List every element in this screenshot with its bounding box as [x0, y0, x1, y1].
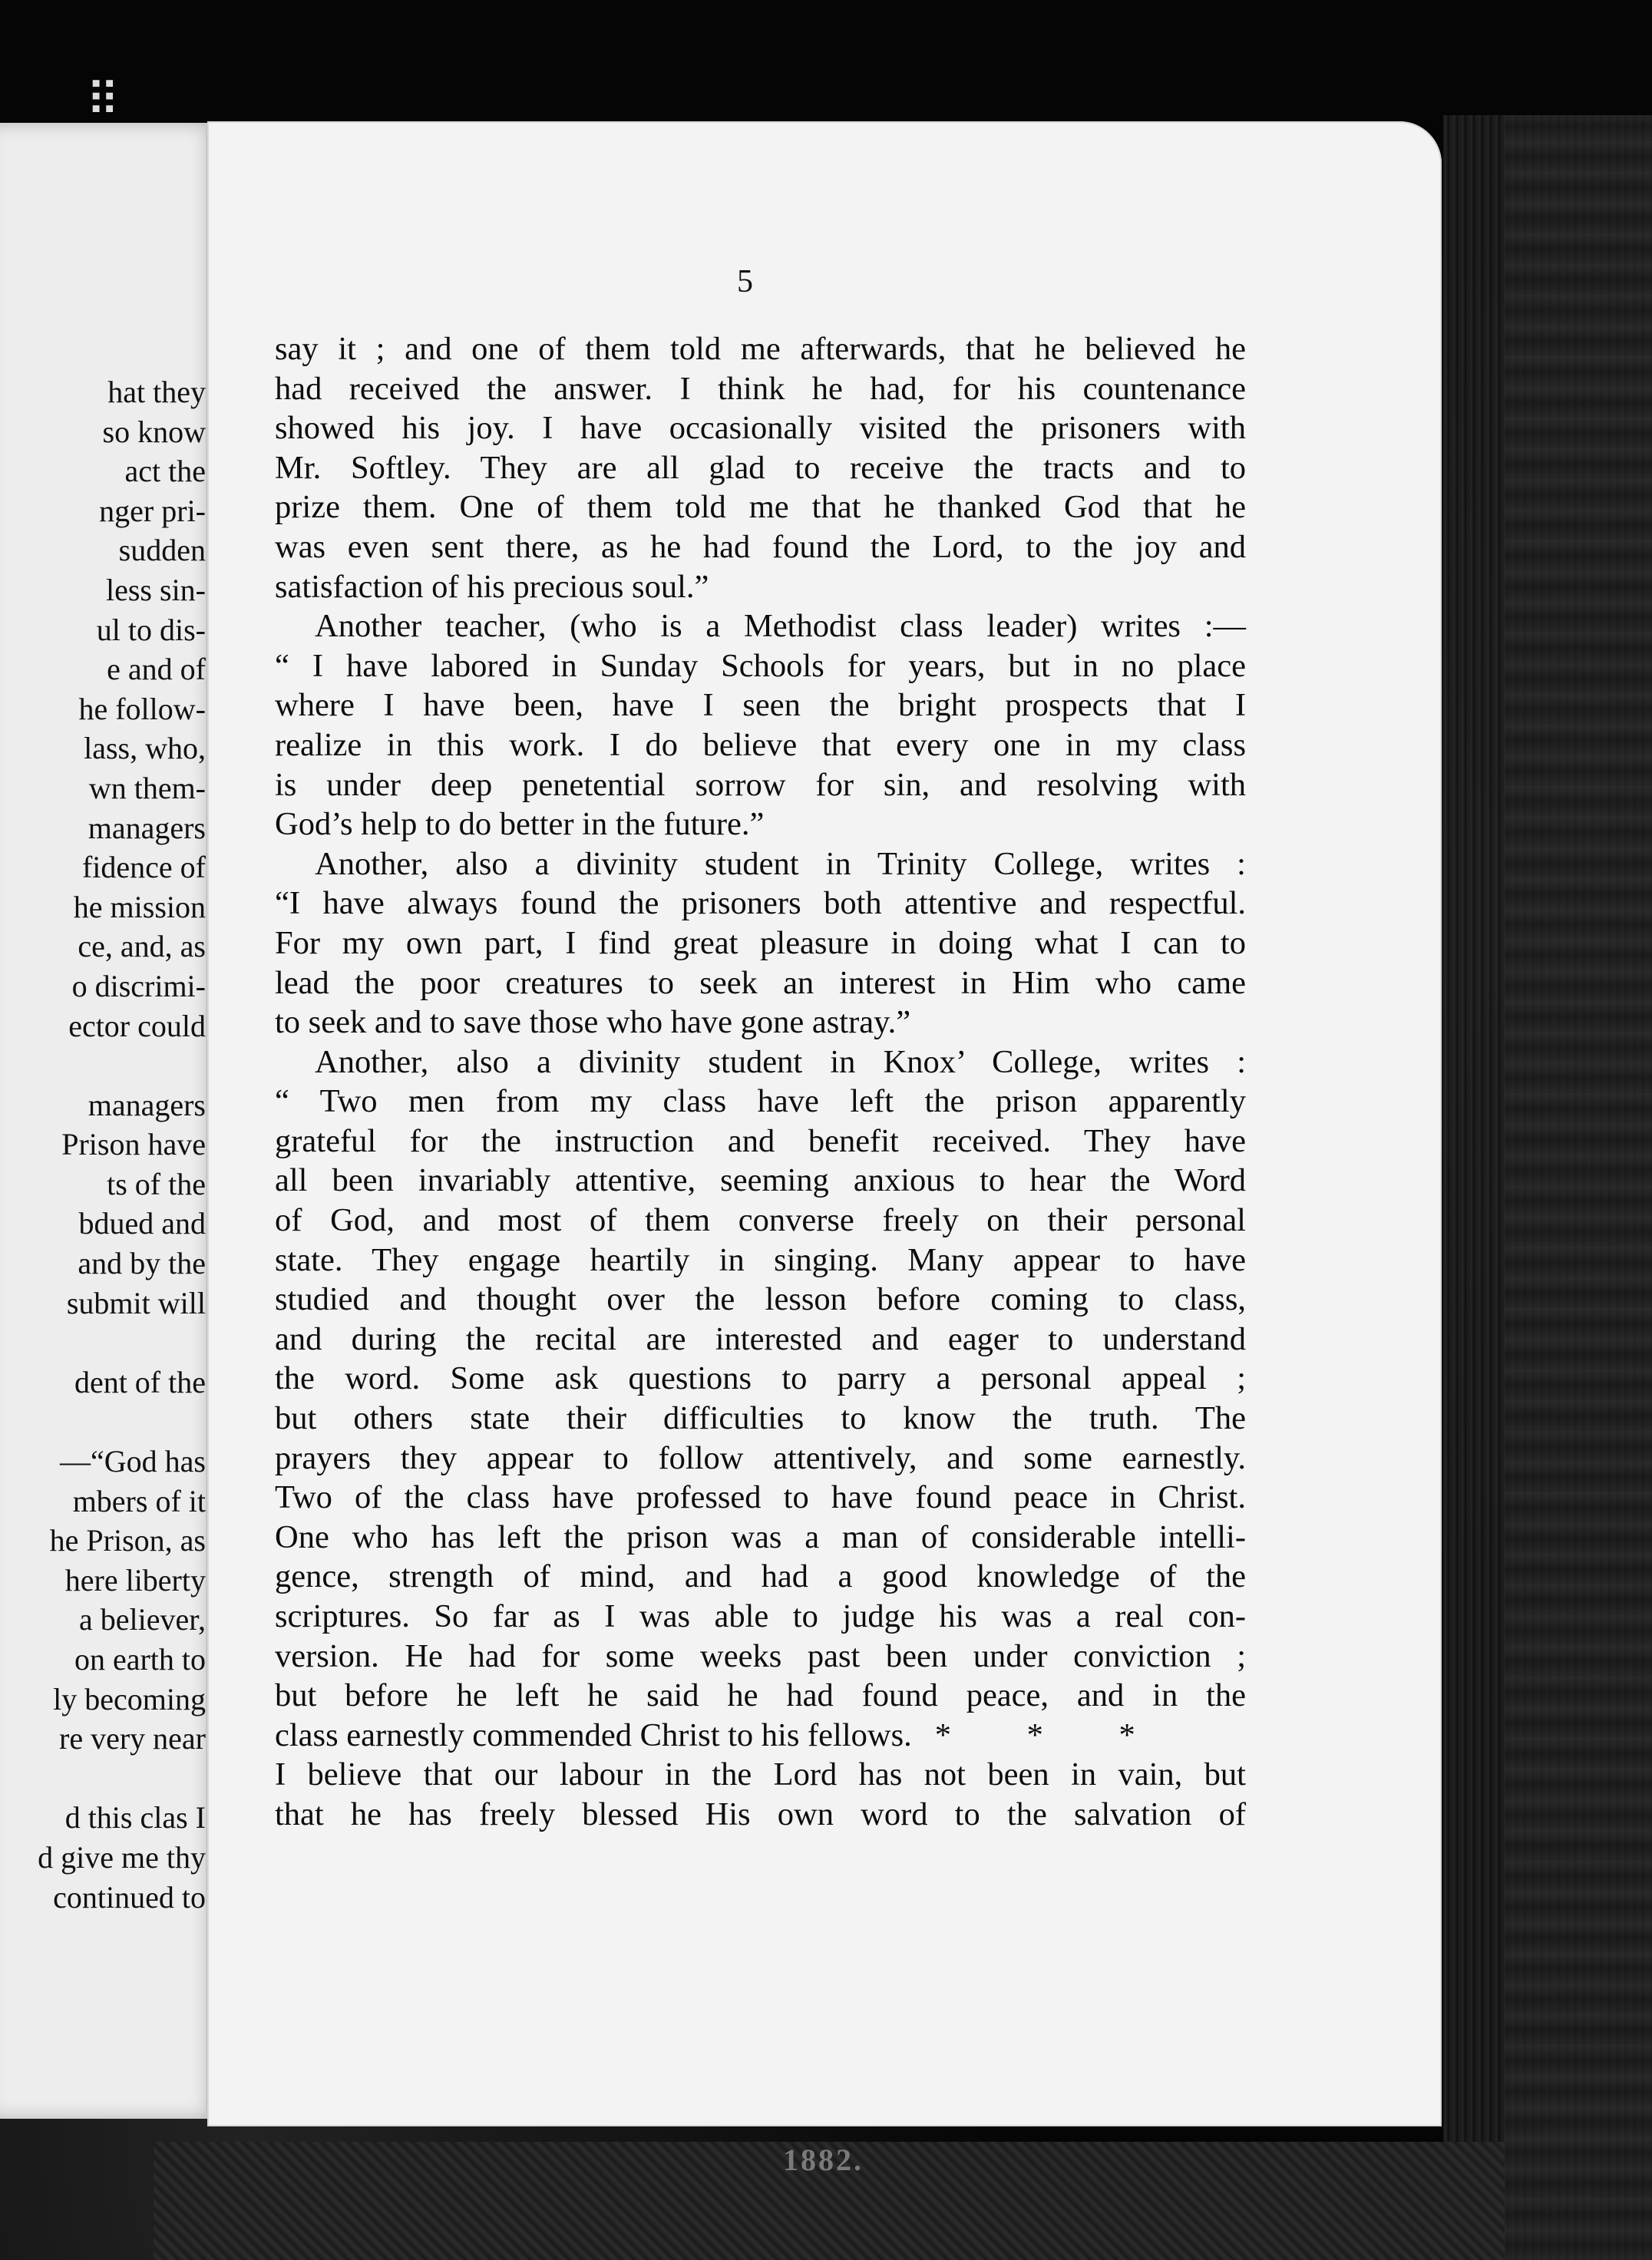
left-page-line: managers [88, 1087, 206, 1122]
text-line-content: is under deep penetential sorrow for sin, and resolving with [275, 766, 1246, 803]
text-line-content: class earnestly commended Christ to his fellows. [275, 1716, 912, 1753]
text-line [275, 1399, 1246, 1439]
text-line [275, 1637, 1246, 1677]
left-page-line: dent of the [74, 1364, 206, 1399]
text-line [275, 1755, 1246, 1795]
text-line-content: “ Two men from my class have left the prison apparently [275, 1083, 1246, 1120]
left-page-line: he mission [73, 889, 206, 924]
text-line-content: prayers they appear to follow attentively, and some earnestly. [275, 1439, 1246, 1476]
text-line [275, 963, 1246, 1003]
text-line-content: Another teacher, (who is a Methodist class leader) writes :— [315, 608, 1246, 645]
left-page-line: ector could [68, 1008, 206, 1043]
text-line-content: Another, also a divinity student in Knox’ College, writes : [315, 1043, 1246, 1080]
left-page-line: d this clas I [64, 1800, 206, 1835]
text-line [275, 1003, 1246, 1042]
scan-mark: ⠿ [86, 74, 120, 127]
text-line [275, 567, 1246, 607]
left-page-line: wn them- [88, 770, 206, 805]
left-page-line: ly becoming [53, 1681, 206, 1716]
left-facing-page [0, 123, 223, 2119]
left-page-line: Prison have [61, 1127, 206, 1162]
left-page-line: submit will [66, 1285, 206, 1320]
section-break-stars: * * * [934, 1716, 1169, 1753]
left-page-line: bdued and [78, 1206, 206, 1241]
text-line-content: “ I have labored in Sunday Schools for years, but in no place [275, 647, 1246, 684]
left-page-line: and by the [78, 1246, 206, 1281]
left-page-line [38, 1759, 206, 1799]
left-page-line: he Prison, as [49, 1523, 206, 1558]
text-line-content: was even sent there, as he had found the Lord, to the joy and [275, 528, 1246, 565]
left-page-line: act the [124, 454, 206, 489]
text-line-content: that he has freely blessed His own word to the salvation of [275, 1796, 1246, 1832]
text-line [275, 1518, 1246, 1558]
text-line-content: prize them. One of them told me that he thanked God that he [275, 489, 1246, 526]
left-page-line: ts of the [107, 1166, 206, 1201]
text-line [275, 686, 1246, 725]
text-line-content: I believe that our labour in the Lord has not been in vain, but [275, 1756, 1246, 1793]
text-line [275, 1241, 1246, 1280]
text-line [275, 527, 1246, 567]
left-page-line [38, 1323, 206, 1363]
text-line [275, 487, 1246, 527]
text-line [275, 1597, 1246, 1637]
text-line [275, 844, 1246, 884]
left-page-line: —“God has [60, 1444, 206, 1479]
text-line [275, 448, 1246, 488]
left-page-line: re very near [59, 1721, 206, 1756]
text-line [275, 765, 1246, 805]
text-line-content: realize in this work. I do believe that every one in my class [275, 726, 1246, 763]
text-line [275, 329, 1246, 369]
text-line-content: version. He had for some weeks past been under conviction ; [275, 1637, 1246, 1674]
text-line-content: showed his joy. I have occasionally visited the prisoners with [275, 410, 1246, 447]
text-line [275, 606, 1246, 646]
left-page-text [38, 372, 206, 1917]
text-line-content: gence, strength of mind, and had a good knowledge of the [275, 1558, 1246, 1595]
text-line [275, 1676, 1246, 1716]
text-line [275, 1042, 1246, 1082]
left-page-line: o discrimi- [71, 968, 206, 1003]
text-line-content: but before he left he said he had found peace, and in the [275, 1677, 1246, 1714]
text-line-content: say it ; and one of them told me afterwards, that he believed he [275, 331, 1246, 367]
text-line-content: Another, also a divinity student in Trinity College, writes : [315, 845, 1246, 882]
text-line [275, 646, 1246, 686]
text-line [275, 369, 1246, 409]
text-line [275, 1161, 1246, 1201]
left-page-line: so know [102, 414, 206, 449]
left-page-line: here liberty [64, 1562, 206, 1598]
left-page-line: managers [88, 810, 206, 845]
text-line [275, 1478, 1246, 1518]
left-page-line: continued to [53, 1879, 206, 1915]
text-line-content: studied and thought over the lesson before coming to class, [275, 1281, 1246, 1318]
text-line [275, 408, 1246, 448]
left-page-line: sudden [118, 533, 206, 568]
left-page-line [38, 1046, 206, 1085]
text-line-content: and during the recital are interested and eager to understand [275, 1320, 1246, 1357]
text-line [275, 1359, 1246, 1399]
text-line-content: lead the poor creatures to seek an interest in Him who came [275, 964, 1246, 1001]
left-page-line: nger pri- [99, 493, 206, 528]
left-page-line [38, 1402, 206, 1442]
text-line [275, 1716, 1246, 1756]
text-line [275, 1122, 1246, 1161]
text-line [275, 884, 1246, 923]
text-line [275, 1280, 1246, 1320]
text-line-content: satisfaction of his precious soul.” [275, 568, 709, 605]
text-line-content: but others state their difficulties to know the truth. The [275, 1400, 1246, 1437]
left-page-line: lass, who, [84, 731, 206, 766]
text-line-content: where I have been, have I seen the bright prospects that I [275, 687, 1246, 724]
text-line [275, 1795, 1246, 1835]
left-page-line: d give me thy [38, 1839, 206, 1875]
left-page-line: hat they [107, 375, 206, 409]
text-line-content: state. They engage heartily in singing. Many appear to have [275, 1241, 1246, 1278]
text-line-content: to seek and to save those who have gone astray.” [275, 1004, 911, 1041]
left-page-line: a believer, [79, 1602, 206, 1637]
text-line-content: of God, and most of them converse freely on their personal [275, 1202, 1246, 1239]
text-line [275, 805, 1246, 844]
text-line [275, 1082, 1246, 1122]
text-line [275, 1320, 1246, 1360]
text-line-content: had received the answer. I think he had, for his countenance [275, 370, 1246, 407]
cover-year-stamp: 1882. [783, 2143, 864, 2177]
left-page-line: he follow- [78, 691, 206, 726]
text-line-content: Two of the class have professed to have found peace in Christ. [275, 1479, 1246, 1516]
text-line [275, 1439, 1246, 1479]
text-line [275, 1201, 1246, 1241]
book-cover-edge [1505, 115, 1652, 2260]
text-line-content: all been invariably attentive, seeming anxious to hear the Word [275, 1162, 1246, 1199]
text-line-content: God’s help to do better in the future.” [275, 806, 765, 843]
text-line-content: scriptures. So far as I was able to judge his was a real con- [275, 1598, 1246, 1634]
page-body-text [275, 329, 1246, 1835]
left-page-line: mbers of it [72, 1483, 206, 1518]
text-line-content: “I have always found the prisoners both attentive and respectful. [275, 885, 1246, 922]
text-line-content: For my own part, I find great pleasure in doing what I can to [275, 924, 1246, 961]
left-page-line: fidence of [81, 850, 206, 885]
text-line-content: One who has left the prison was a man of considerable intelli- [275, 1518, 1246, 1555]
text-line-content: grateful for the instruction and benefit received. They have [275, 1122, 1246, 1159]
left-page-line: e and of [107, 652, 206, 687]
page-number: 5 [737, 264, 753, 299]
text-line-content: Mr. Softley. They are all glad to receive the tracts and to [275, 449, 1246, 486]
left-page-line: on earth to [74, 1642, 206, 1677]
left-page-line: ce, and, as [78, 929, 206, 964]
text-line [275, 1557, 1246, 1597]
left-page-line: ul to dis- [96, 612, 206, 647]
text-line [275, 725, 1246, 765]
text-line [275, 923, 1246, 963]
left-page-line: less sin- [106, 572, 206, 607]
text-line-content: the word. Some ask questions to parry a personal appeal ; [275, 1360, 1246, 1397]
